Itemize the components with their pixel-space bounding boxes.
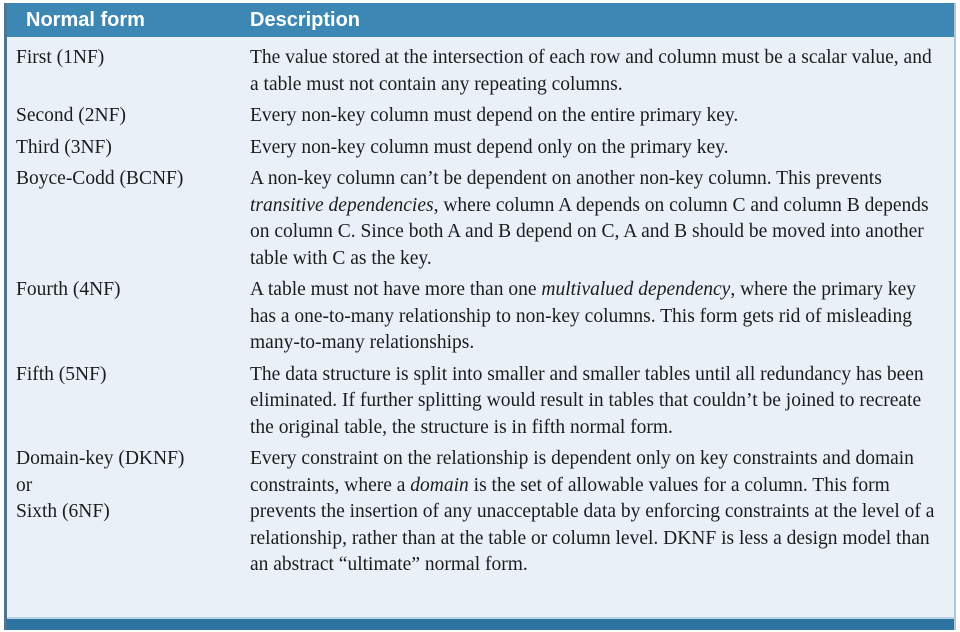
table-row xyxy=(16,362,944,442)
normal-form-cell: Boyce-Codd (BCNF) xyxy=(16,168,184,189)
table-bottom-border xyxy=(7,617,954,630)
description-cell: The value stored at the intersection of each row and column must be a scalar value, and a table must not contain any repeating columns. xyxy=(250,47,932,95)
description-cell: The data structure is split into smaller and smaller tables until all redundancy has been eliminated. If further splitting would result in tables that couldn’t be joined to recreate the original table, the structure is in fifth normal form. xyxy=(250,363,924,438)
normal-form-cell: Fourth (4NF) xyxy=(16,279,121,300)
normal-form-cell: Second (2NF) xyxy=(16,105,126,126)
table-header-row xyxy=(7,3,954,37)
table-row xyxy=(16,277,944,357)
normal-forms-table xyxy=(4,3,956,630)
normal-form-cell: Domain-key (DKNF) or Sixth (6NF) xyxy=(16,448,185,522)
description-cell: A table must not have more than one multivalued dependency, where the primary key has a one-to-many relationship to non-key columns. This form gets rid of misleading many-to-many relationships. xyxy=(250,279,917,353)
normal-form-cell: First (1NF) xyxy=(16,47,105,68)
table-row xyxy=(16,45,944,98)
table-row xyxy=(16,135,944,162)
description-cell: Every non-key column must depend on the entire primary key. xyxy=(250,105,739,126)
table-row xyxy=(16,103,944,130)
description-cell: A non-key column can’t be dependent on another non-key column. This prevents transitive dependencies, where column A depends on column C and column B depends on column C. Since both A and B depend on C, A and B should be moved into another table with C as the key. xyxy=(250,168,929,269)
normal-form-cell: Third (3NF) xyxy=(16,136,112,158)
column-header-normal-form: Normal form xyxy=(26,8,145,31)
description-cell: Every constraint on the relationship is dependent only on key constraints and domain constraints, where a domain is the set of allowable values for a column. This form prevents the insertion of any unacceptable data by enforcing constraints at the level of a relationship, rather than at the table or column level. DKNF is less a design model than an abstract “ultimate” normal form. xyxy=(250,448,935,575)
table-body xyxy=(7,37,954,617)
normal-form-cell: Fifth (5NF) xyxy=(16,363,107,385)
table-row xyxy=(16,446,944,579)
table-row xyxy=(16,166,944,272)
description-cell: Every non-key column must depend only on the primary key. xyxy=(250,136,729,158)
column-header-description: Description xyxy=(250,8,361,31)
